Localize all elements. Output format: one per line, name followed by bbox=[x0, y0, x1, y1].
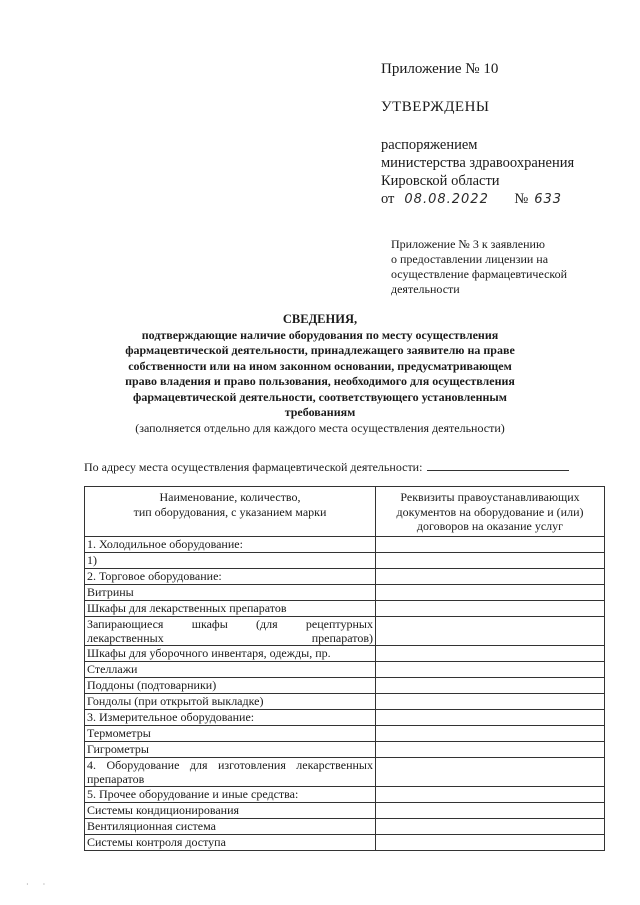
heading-line: фармацевтической деятельности, принадлежащего заявителю на праве bbox=[125, 343, 515, 357]
document-heading bbox=[80, 312, 560, 436]
appendix-note-line: Приложение № 3 к заявлению bbox=[391, 237, 545, 251]
document-cell[interactable] bbox=[376, 662, 605, 678]
table-row bbox=[85, 835, 605, 851]
document-cell[interactable] bbox=[376, 835, 605, 851]
header-line: тип оборудования, с указанием марки bbox=[133, 504, 327, 519]
equipment-cell: Системы кондиционирования bbox=[85, 803, 376, 819]
table-row bbox=[85, 537, 605, 553]
document-cell[interactable] bbox=[376, 678, 605, 694]
table-row bbox=[85, 803, 605, 819]
approval-block bbox=[381, 60, 621, 209]
address-blank-field[interactable] bbox=[427, 459, 569, 471]
equipment-cell: 4. Оборудование для изготовления лекарственных препаратов bbox=[85, 758, 376, 787]
heading-line: право владения и право пользования, необходимого для осуществления bbox=[125, 374, 515, 388]
table-row bbox=[85, 742, 605, 758]
document-cell[interactable] bbox=[376, 646, 605, 662]
table-row bbox=[85, 819, 605, 835]
table-row bbox=[85, 601, 605, 617]
equipment-cell: 1) bbox=[85, 553, 376, 569]
heading-note: (заполняется отдельно для каждого места осуществления деятельности) bbox=[135, 420, 505, 435]
application-appendix-note bbox=[391, 237, 591, 297]
table-row bbox=[85, 726, 605, 742]
equipment-cell: Гондолы (при открытой выкладке) bbox=[85, 694, 376, 710]
equipment-cell: Витрины bbox=[85, 585, 376, 601]
table-row bbox=[85, 646, 605, 662]
address-label: По адресу места осуществления фармацевтической деятельности: bbox=[84, 460, 423, 474]
document-cell[interactable] bbox=[376, 726, 605, 742]
table-row bbox=[85, 553, 605, 569]
handwritten-number: 633 bbox=[534, 192, 563, 207]
document-cell[interactable] bbox=[376, 758, 605, 787]
document-cell[interactable] bbox=[376, 819, 605, 835]
date-prefix: от bbox=[381, 191, 395, 207]
table-row bbox=[85, 710, 605, 726]
equipment-cell: Шкафы для лекарственных препаратов bbox=[85, 601, 376, 617]
equipment-cell: Стеллажи bbox=[85, 662, 376, 678]
document-cell[interactable] bbox=[376, 803, 605, 819]
document-cell[interactable] bbox=[376, 710, 605, 726]
number-sign: № bbox=[514, 191, 529, 207]
order-line: Кировской области bbox=[381, 173, 500, 189]
equipment-cell: Гигрометры bbox=[85, 742, 376, 758]
equipment-cell: Термометры bbox=[85, 726, 376, 742]
order-line: распоряжением bbox=[381, 137, 478, 153]
header-line: документов на оборудование и (или) bbox=[396, 504, 584, 519]
equipment-cell: Запирающиеся шкафы (для рецептурных лекарственных препаратов) bbox=[85, 617, 376, 646]
document-cell[interactable] bbox=[376, 787, 605, 803]
header-line: Реквизиты правоустанавливающих bbox=[400, 490, 580, 504]
order-line: министерства здравоохранения bbox=[381, 155, 575, 171]
heading-line: собственности или на ином законном основании, предусматривающем bbox=[128, 358, 512, 373]
appendix-note-line: о предоставлении лицензии на bbox=[391, 252, 549, 266]
equipment-cell: Системы контроля доступа bbox=[85, 835, 376, 851]
table-row bbox=[85, 585, 605, 601]
heading-line: фармацевтической деятельности, соответствующего установленным bbox=[133, 389, 507, 404]
order-reference bbox=[381, 136, 621, 209]
table-row bbox=[85, 694, 605, 710]
document-cell[interactable] bbox=[376, 601, 605, 617]
table-row bbox=[85, 617, 605, 646]
document-cell[interactable] bbox=[376, 569, 605, 585]
equipment-cell: Поддоны (подтоварники) bbox=[85, 678, 376, 694]
handwritten-date: 08.08.2022 bbox=[404, 192, 489, 207]
equipment-table bbox=[84, 486, 605, 851]
equipment-cell: Шкафы для уборочного инвентаря, одежды, пр. bbox=[85, 646, 376, 662]
document-cell[interactable] bbox=[376, 617, 605, 646]
header-line: Наименование, количество, bbox=[159, 490, 301, 504]
table-row bbox=[85, 787, 605, 803]
table-header-row bbox=[85, 487, 605, 537]
heading-line: подтверждающие наличие оборудования по месту осуществления bbox=[141, 327, 499, 342]
header-equipment bbox=[85, 487, 376, 537]
address-line bbox=[84, 459, 604, 475]
document-title: СВЕДЕНИЯ, bbox=[282, 312, 358, 326]
document-cell[interactable] bbox=[376, 537, 605, 553]
table-row bbox=[85, 569, 605, 585]
equipment-cell: 1. Холодильное оборудование: bbox=[85, 537, 376, 553]
table-row bbox=[85, 662, 605, 678]
heading-line: требованиям bbox=[284, 405, 356, 419]
equipment-cell: Вентиляционная система bbox=[85, 819, 376, 835]
appendix-title: Приложение № 10 bbox=[381, 61, 499, 77]
header-line: договоров на оказание услуг bbox=[416, 519, 564, 533]
equipment-cell: 2. Торговое оборудование: bbox=[85, 569, 376, 585]
appendix-note-line: деятельности bbox=[391, 282, 460, 296]
table-row bbox=[85, 758, 605, 787]
document-cell[interactable] bbox=[376, 585, 605, 601]
approved-label: УТВЕРЖДЕНЫ bbox=[381, 99, 490, 115]
document-cell[interactable] bbox=[376, 694, 605, 710]
equipment-cell: 3. Измерительное оборудование: bbox=[85, 710, 376, 726]
table-row bbox=[85, 678, 605, 694]
appendix-note-line: осуществление фармацевтической bbox=[391, 267, 568, 281]
scan-specks: · · bbox=[26, 880, 52, 889]
order-date-row bbox=[381, 190, 621, 209]
document-cell[interactable] bbox=[376, 553, 605, 569]
header-documents bbox=[376, 487, 605, 537]
document-cell[interactable] bbox=[376, 742, 605, 758]
equipment-cell: 5. Прочее оборудование и иные средства: bbox=[85, 787, 376, 803]
